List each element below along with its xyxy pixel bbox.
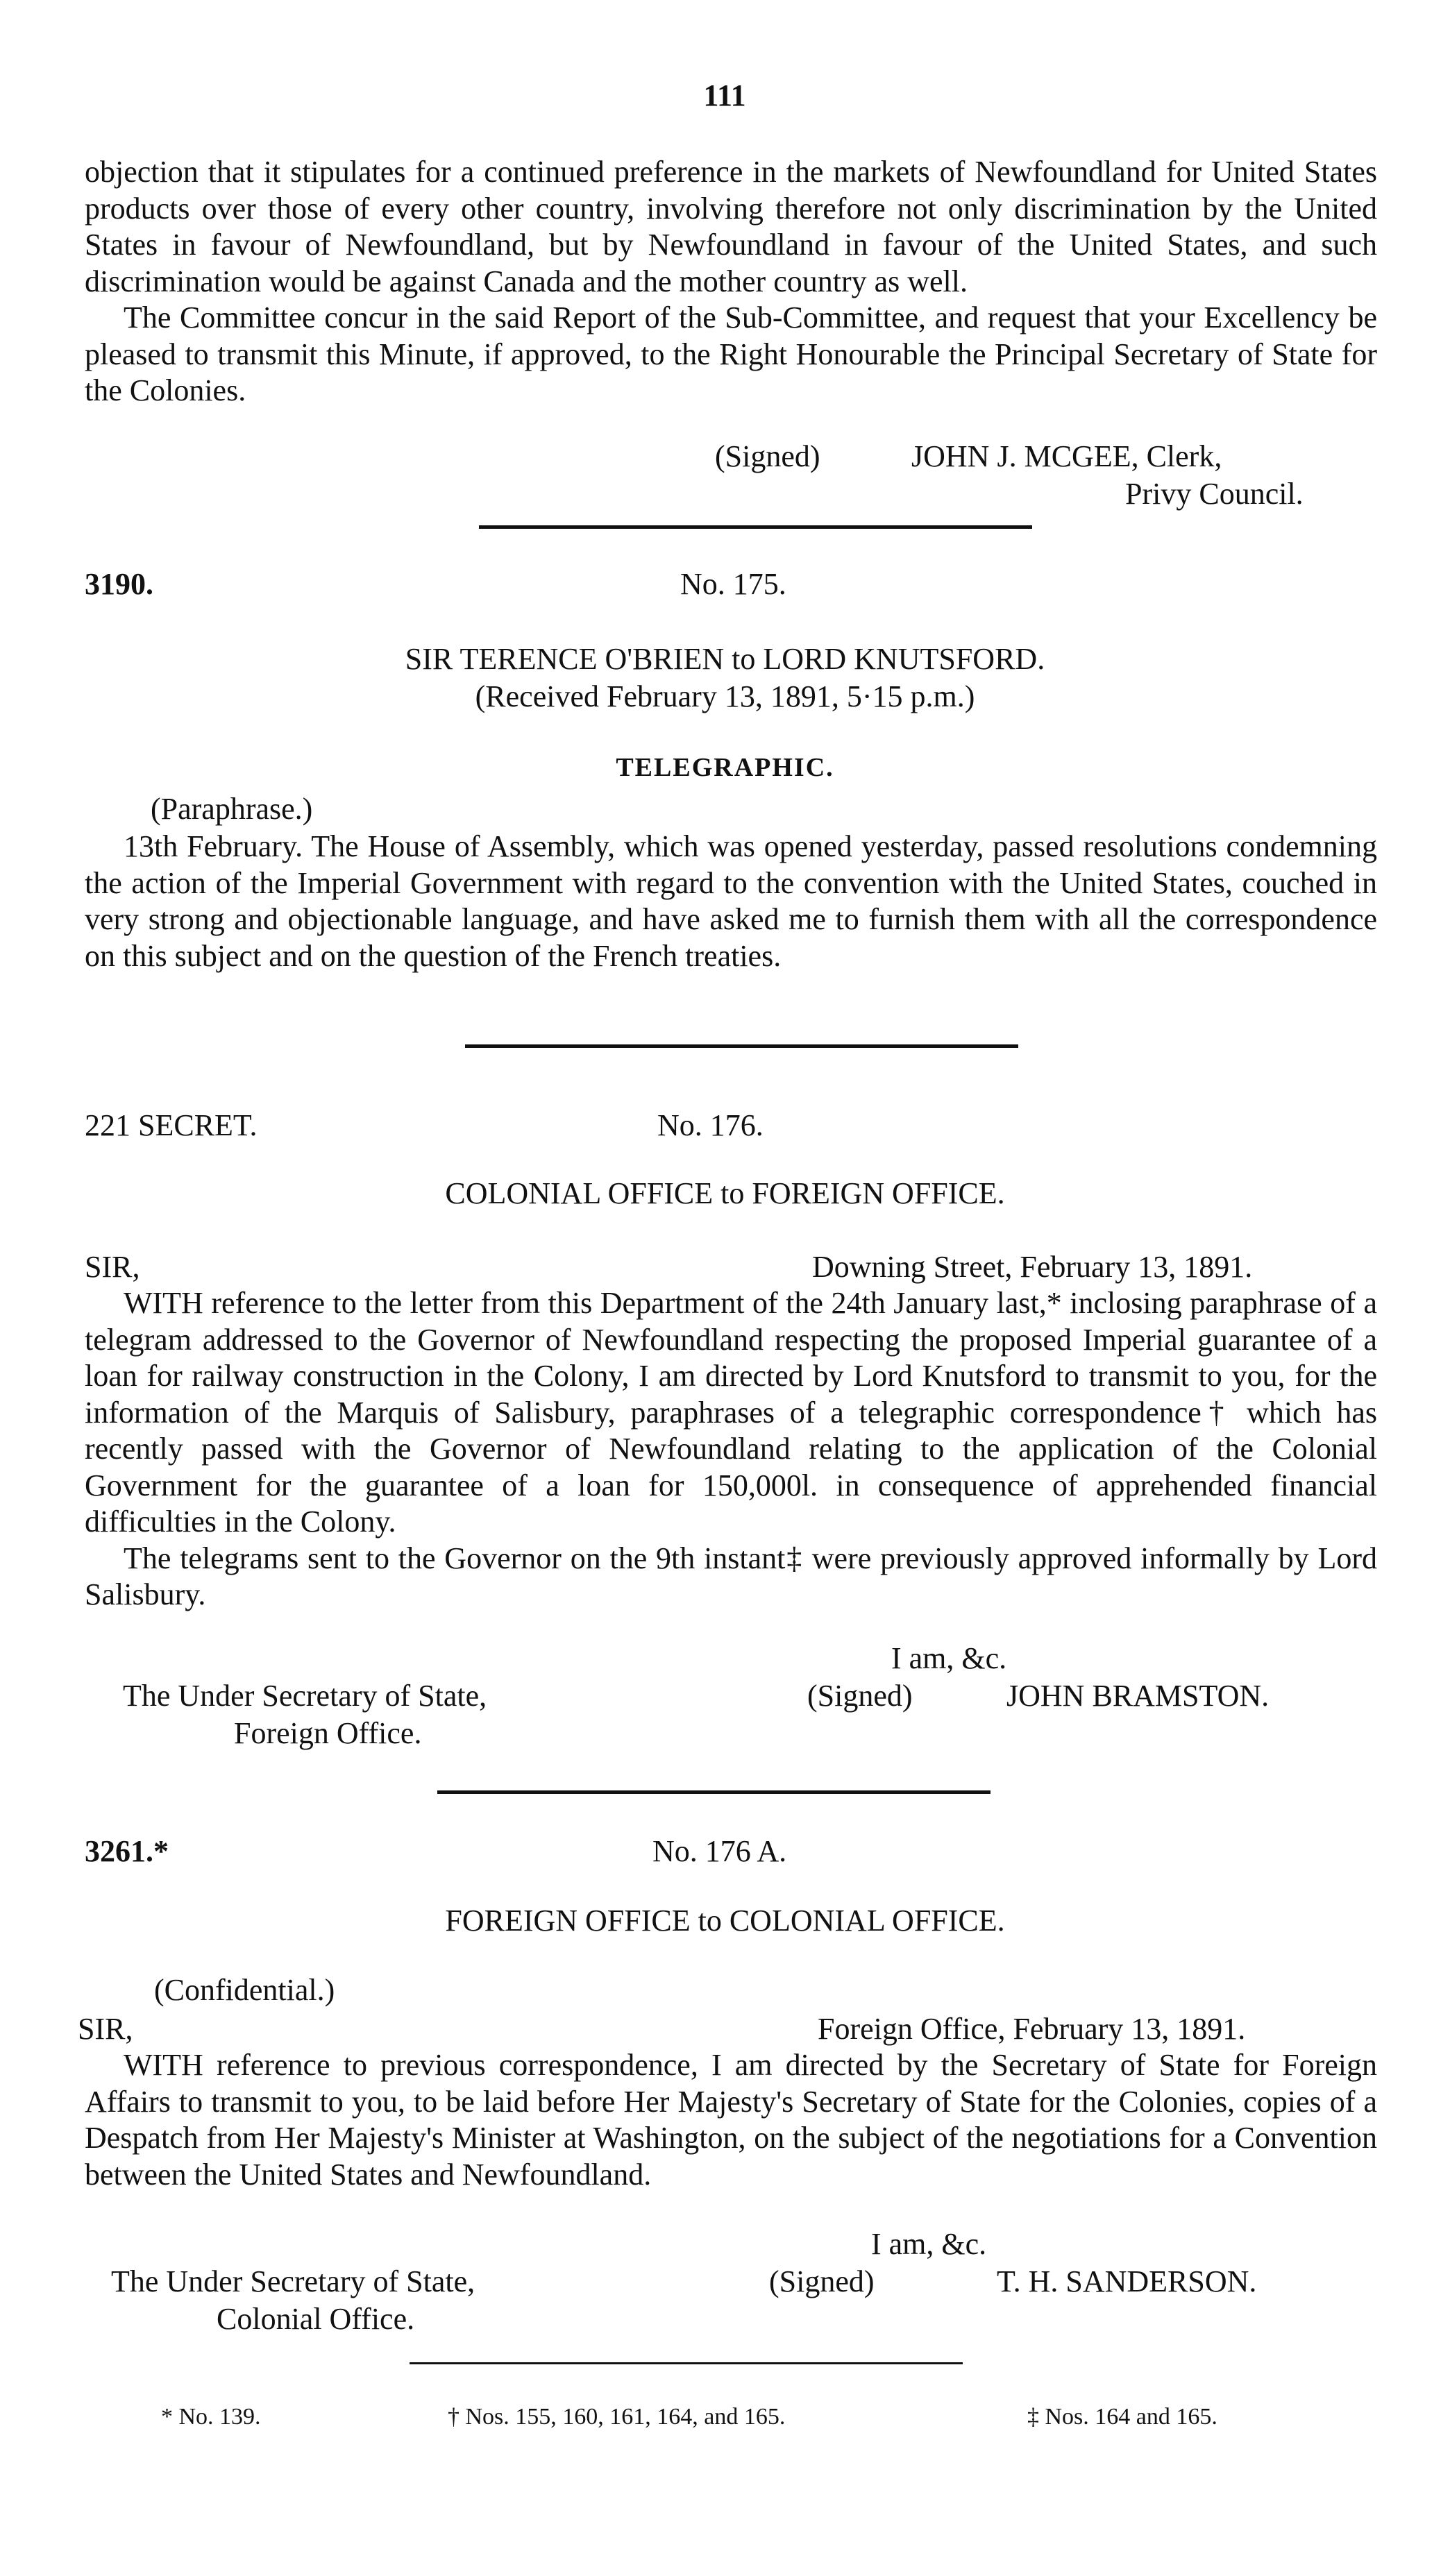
footnote-divider xyxy=(410,2362,963,2364)
footnote-c: ‡ Nos. 164 and 165. xyxy=(1027,2404,1217,2430)
doc176a-note: (Confidential.) xyxy=(154,1973,335,2007)
doc176-paragraph-2: The telegrams sent to the Governor on the 9th instant‡ were previously approved informally by Lord Salisbury. xyxy=(85,1541,1377,1611)
section-divider xyxy=(465,1044,1018,1048)
doc175-heading: SIR TERENCE O'BRIEN to LORD KNUTSFORD. xyxy=(405,642,1045,676)
doc176-signed: (Signed) xyxy=(807,1679,913,1713)
intro-paragraph-2: The Committee concur in the said Report of the Sub-Committee, and request that your Excellency be pleased to transmit this Minute, if approved, to the Right Honourable the Principal Secretary of State for the Colonies. xyxy=(85,300,1377,407)
intro-paragraph-1: objection that it stipulates for a continued preference in the markets of Newfoundland for United States products over those of every other country, involving therefore not only discrimination by the United States in favour of Newfoundland, but by Newfoundland in favour of the United States, and such discrimination would be against Canada and the mother country as well. xyxy=(85,155,1377,298)
doc176a-number: No. 176 A. xyxy=(652,1834,787,1868)
intro-text xyxy=(85,154,1377,409)
doc175-body-paragraph: 13th February. The House of Assembly, which was opened yesterday, passed resolutions condemning the action of the Imperial Government with regard to the convention with the United States, couched in very strong and objectionable language, and have asked me to furnish them with all the correspondence on this subject and on the question of the French treaties. xyxy=(85,829,1377,973)
doc176a-signer: T. H. SANDERSON. xyxy=(997,2264,1257,2298)
doc176-ref: 221 SECRET. xyxy=(85,1108,258,1142)
doc176-salutation: SIR, xyxy=(85,1250,140,1284)
doc176a-signed: (Signed) xyxy=(769,2264,875,2298)
doc176a-place-date: Foreign Office, February 13, 1891. xyxy=(818,2012,1246,2046)
doc176-addressee-line-2: Foreign Office. xyxy=(234,1716,422,1750)
doc175-body xyxy=(85,829,1377,974)
doc175-type: TELEGRAPHIC. xyxy=(616,753,834,782)
doc176-paragraph-1: WITH reference to the letter from this Department of the 24th January last,* inclosing paraphrase of a telegram addressed to the Governor of Newfoundland respecting the proposed Imperial guarantee of a loan for railway construction in the Colony, I am directed by Lord Knutsford to transmit to you, for the information of the Marquis of Salisbury, paraphrases of a telegraphic correspondence† which has recently passed with the Governor of Newfoundland relating to the application of the Colonial Government for the guarantee of a loan for 150,000l. in consequence of apprehended financial difficulties in the Colony. xyxy=(85,1286,1377,1539)
doc176-closing: I am, &c. xyxy=(891,1641,1007,1675)
page-number: 111 xyxy=(703,78,746,112)
doc176a-addressee-line-2: Colonial Office. xyxy=(217,2302,415,2336)
doc175-ref: 3190. xyxy=(85,567,153,601)
doc176a-closing: I am, &c. xyxy=(871,2227,987,2261)
doc176-addressee-line-1: The Under Secretary of State, xyxy=(123,1679,487,1713)
doc176-heading: COLONIAL OFFICE to FOREIGN OFFICE. xyxy=(445,1176,1005,1210)
doc176a-ref: 3261.* xyxy=(85,1834,169,1868)
doc176-body xyxy=(85,1285,1377,1613)
doc176a-addressee-line-1: The Under Secretary of State, xyxy=(111,2264,475,2298)
intro-signer: JOHN J. MCGEE, Clerk, xyxy=(911,439,1222,473)
footnote-a: * No. 139. xyxy=(161,2404,261,2430)
footnote-b: † Nos. 155, 160, 161, 164, and 165. xyxy=(448,2404,786,2430)
intro-signed: (Signed) xyxy=(715,439,820,473)
doc175-note: (Paraphrase.) xyxy=(151,792,313,826)
doc176a-body-paragraph: WITH reference to previous correspondence, I am directed by the Secretary of State for Foreign Affairs to transmit to you, to be laid before Her Majesty's Secretary of State for the Colonies, copies of a Despatch from Her Majesty's Minister at Washington, on the subject of the negotiations for a Convention between the United States and Newfoundland. xyxy=(85,2048,1377,2192)
doc176-place-date: Downing Street, February 13, 1891. xyxy=(812,1250,1253,1284)
section-divider xyxy=(479,525,1032,529)
doc175-number: No. 175. xyxy=(680,567,786,601)
doc176-signer: JOHN BRAMSTON. xyxy=(1006,1679,1270,1713)
doc176a-heading: FOREIGN OFFICE to COLONIAL OFFICE. xyxy=(445,1904,1005,1938)
doc176-number: No. 176. xyxy=(657,1108,764,1142)
doc175-received: (Received February 13, 1891, 5·15 p.m.) xyxy=(475,679,975,713)
intro-signer-title: Privy Council. xyxy=(1125,477,1304,511)
doc176a-body xyxy=(85,2047,1377,2193)
section-divider xyxy=(437,1790,990,1794)
doc176a-salutation: SIR, xyxy=(78,2012,133,2046)
